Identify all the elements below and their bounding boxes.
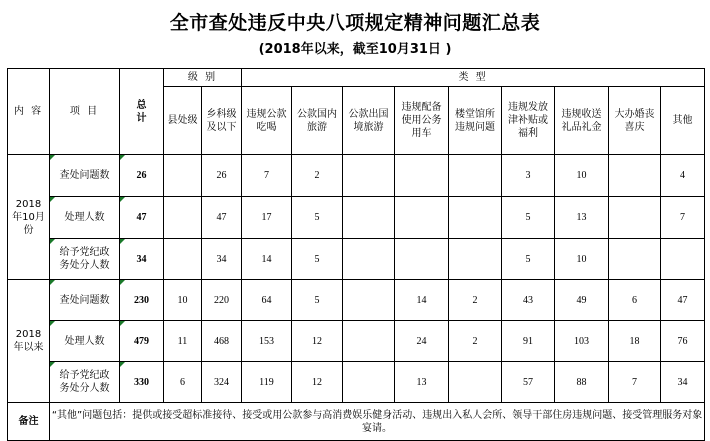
header-item: 项 目 [50, 69, 120, 155]
data-cell [164, 155, 202, 197]
data-cell: 13 [395, 362, 449, 403]
data-cell: 10 [555, 155, 609, 197]
data-cell: 17 [242, 197, 292, 239]
data-cell [343, 239, 395, 280]
data-cell: 2 [449, 321, 502, 362]
data-cell: 7 [661, 197, 705, 239]
row-item-label: 处理人数 [50, 197, 120, 239]
row-item-label: 处理人数 [50, 321, 120, 362]
header-type-col-8: 大办婚丧喜庆 [609, 87, 661, 155]
table-row [8, 197, 705, 239]
data-cell [343, 321, 395, 362]
data-cell: 12 [292, 362, 343, 403]
data-cell [395, 197, 449, 239]
data-cell [661, 239, 705, 280]
data-cell [609, 197, 661, 239]
data-cell: 34 [202, 239, 242, 280]
data-cell: 88 [555, 362, 609, 403]
data-cell: 2 [292, 155, 343, 197]
row-item-label: 查处问题数 [50, 280, 120, 321]
data-cell: 13 [555, 197, 609, 239]
table-row [8, 321, 705, 362]
data-cell [449, 155, 502, 197]
data-cell: 5 [292, 280, 343, 321]
row-item-label: 给予党纪政务处分人数 [50, 239, 120, 280]
header-level-col-1: 县处级 [164, 87, 202, 155]
data-cell: 468 [202, 321, 242, 362]
table-row [8, 280, 705, 321]
total-cell: 47 [120, 197, 164, 239]
header-level: 级 别 [164, 69, 242, 87]
row-item-label: 给予党纪政务处分人数 [50, 362, 120, 403]
data-cell: 10 [555, 239, 609, 280]
data-cell: 2 [449, 280, 502, 321]
total-cell: 330 [120, 362, 164, 403]
data-cell: 10 [164, 280, 202, 321]
data-cell: 5 [502, 239, 555, 280]
note-row [8, 403, 705, 441]
data-cell: 6 [609, 280, 661, 321]
data-cell [164, 239, 202, 280]
header-type-col-4: 违规配备使用公务用车 [395, 87, 449, 155]
page-title: 全市查处违反中央八项规定精神问题汇总表 [169, 12, 541, 34]
data-cell: 4 [661, 155, 705, 197]
header-content: 内 容 [8, 69, 50, 155]
data-cell [449, 362, 502, 403]
data-cell [449, 239, 502, 280]
data-cell: 6 [164, 362, 202, 403]
data-cell: 47 [661, 280, 705, 321]
data-cell: 7 [242, 155, 292, 197]
data-cell [449, 197, 502, 239]
header-type-col-1: 违规公款吃喝 [242, 87, 292, 155]
table-row [8, 239, 705, 280]
header-type-col-9: 其他 [661, 87, 705, 155]
total-cell: 34 [120, 239, 164, 280]
data-cell: 153 [242, 321, 292, 362]
data-cell: 5 [502, 197, 555, 239]
data-cell [609, 155, 661, 197]
data-cell: 12 [292, 321, 343, 362]
data-cell: 91 [502, 321, 555, 362]
row-item-label: 查处问题数 [50, 155, 120, 197]
data-cell: 14 [395, 280, 449, 321]
header-type: 类 型 [242, 69, 705, 87]
data-cell [395, 239, 449, 280]
data-cell: 49 [555, 280, 609, 321]
data-cell: 64 [242, 280, 292, 321]
data-cell: 324 [202, 362, 242, 403]
data-cell: 47 [202, 197, 242, 239]
header-total: 总 计 [120, 69, 164, 155]
data-cell: 18 [609, 321, 661, 362]
data-cell [395, 155, 449, 197]
header-level-col-2: 乡科级及以下 [202, 87, 242, 155]
data-cell: 24 [395, 321, 449, 362]
data-cell [343, 362, 395, 403]
total-cell: 26 [120, 155, 164, 197]
data-cell: 43 [502, 280, 555, 321]
header-row-1 [8, 69, 705, 87]
data-cell: 5 [292, 197, 343, 239]
page-subtitle: (2018年以来，截至10月31日 ) [258, 42, 452, 57]
data-cell: 57 [502, 362, 555, 403]
data-cell [343, 197, 395, 239]
header-type-col-3: 公款出国境旅游 [343, 87, 395, 155]
period-label: 2018年10月份 [8, 155, 50, 280]
note-label: 备注 [8, 403, 50, 441]
note-text: “其他”问题包括：提供或接受超标准接待、接受或用公款参与高消费娱乐健身活动、违规出入私人会所、领导干部住房违规问题、接受管理服务对象宴请。 [50, 403, 705, 441]
total-cell: 230 [120, 280, 164, 321]
data-cell [164, 197, 202, 239]
data-cell [609, 239, 661, 280]
data-cell: 76 [661, 321, 705, 362]
data-cell [343, 155, 395, 197]
period-label: 2018年以来 [8, 280, 50, 403]
header-type-col-6: 违规发放津补贴或福利 [502, 87, 555, 155]
summary-table [7, 68, 705, 441]
data-cell: 103 [555, 321, 609, 362]
data-cell: 119 [242, 362, 292, 403]
data-cell: 11 [164, 321, 202, 362]
data-cell [343, 280, 395, 321]
table-row [8, 362, 705, 403]
table-row [8, 155, 705, 197]
data-cell: 34 [661, 362, 705, 403]
total-cell: 479 [120, 321, 164, 362]
data-cell: 14 [242, 239, 292, 280]
header-type-col-2: 公款国内旅游 [292, 87, 343, 155]
data-cell: 7 [609, 362, 661, 403]
data-cell: 5 [292, 239, 343, 280]
header-type-col-5: 楼堂馆所违规问题 [449, 87, 502, 155]
data-cell: 26 [202, 155, 242, 197]
header-type-col-7: 违规收送礼品礼金 [555, 87, 609, 155]
data-cell: 3 [502, 155, 555, 197]
data-cell: 220 [202, 280, 242, 321]
